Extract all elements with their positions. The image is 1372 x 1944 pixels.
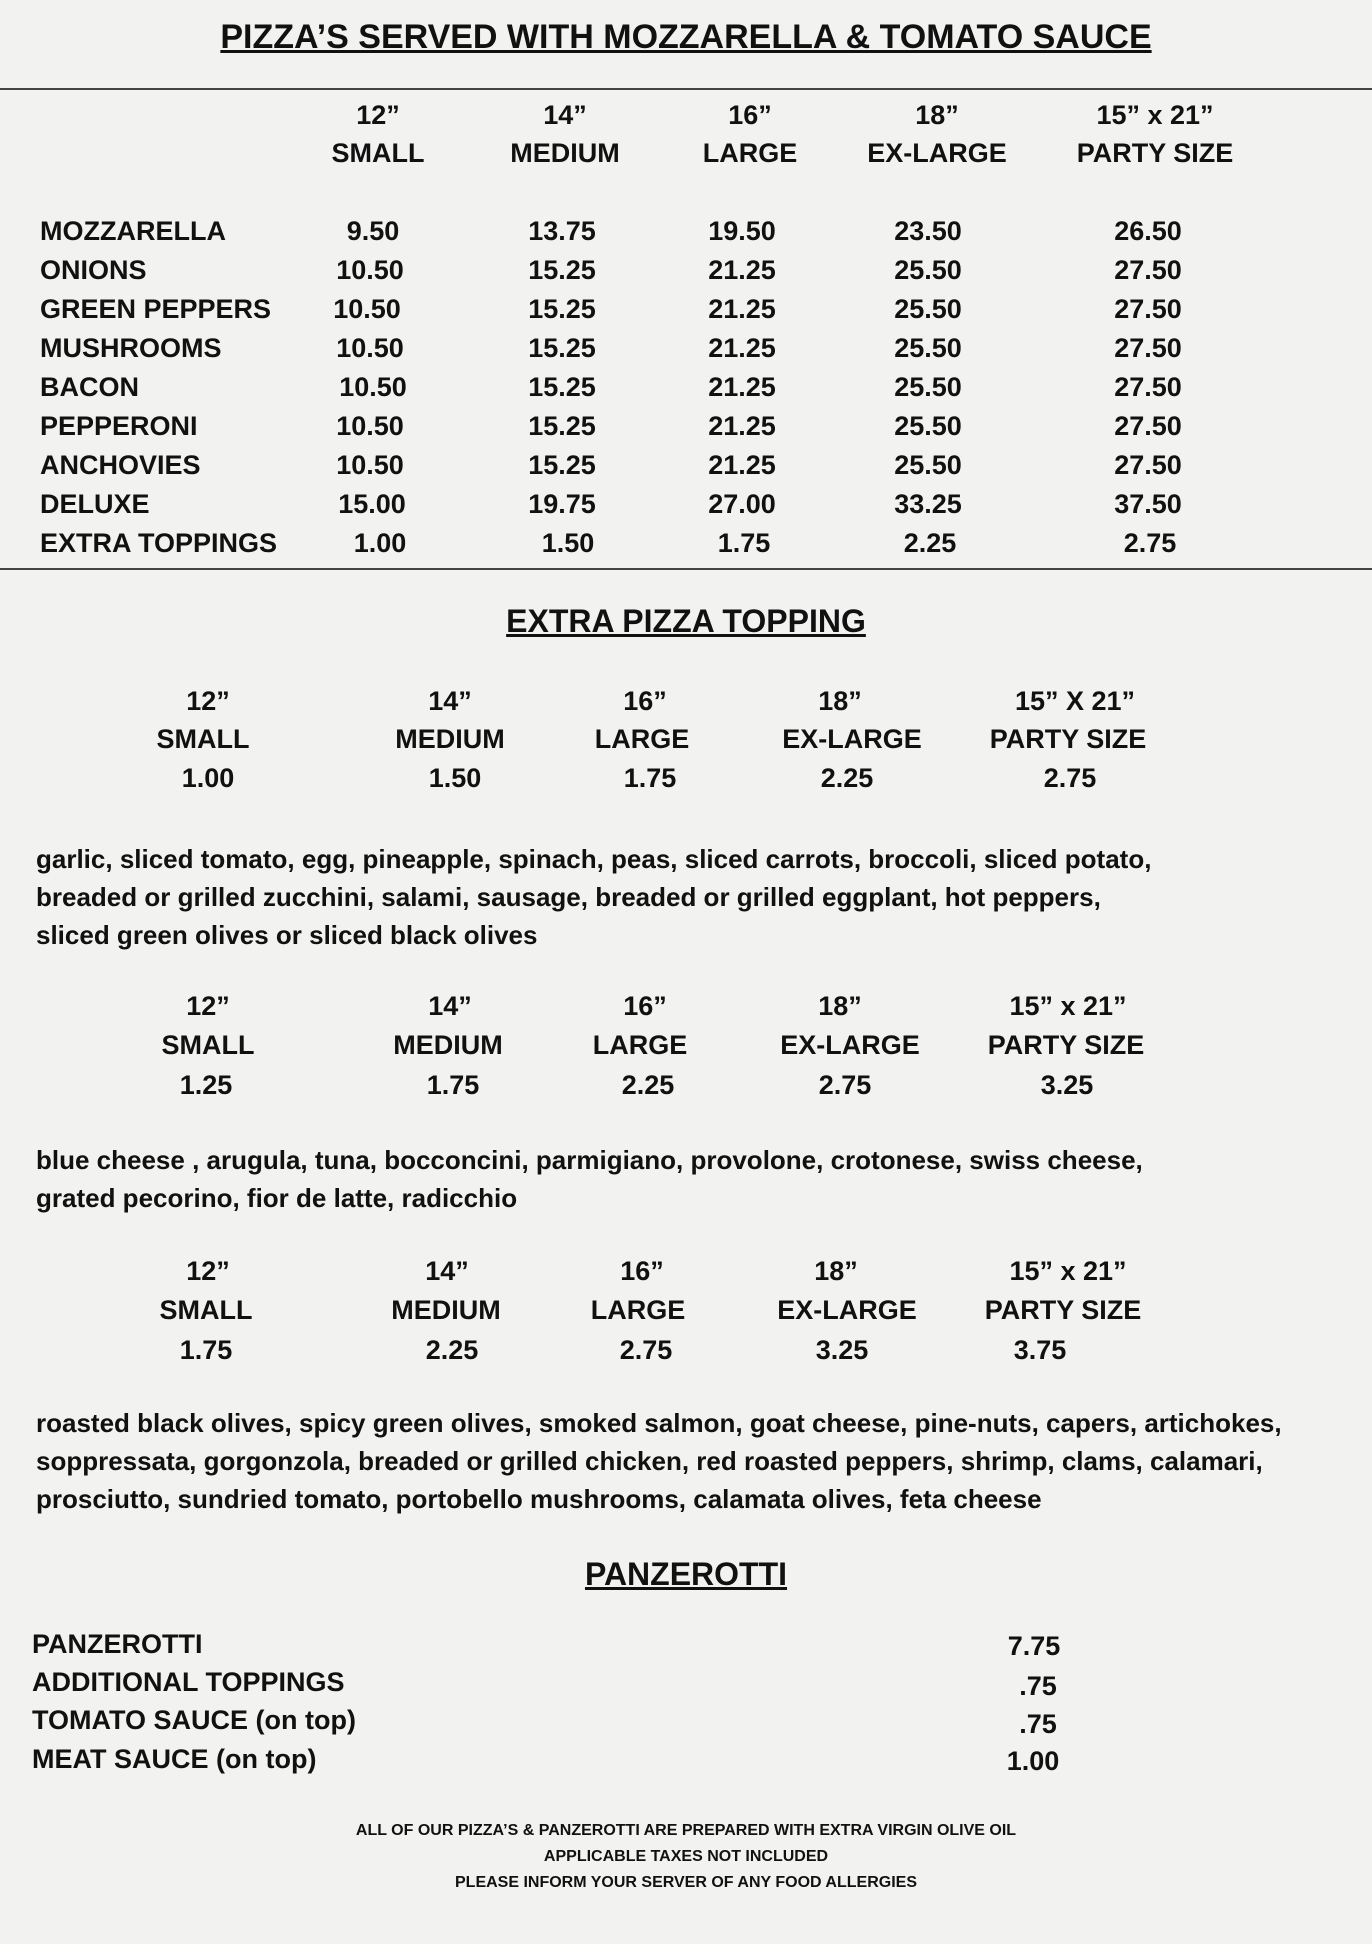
price-exlarge: 25.50 xyxy=(894,255,962,285)
price-small: 1.00 xyxy=(181,763,235,793)
price-exlarge: 33.25 xyxy=(894,489,962,519)
price-small: 10.50 xyxy=(336,255,404,285)
size-name-exlarge: EX-LARGE xyxy=(867,138,1007,168)
price-large: 21.25 xyxy=(708,411,776,441)
price-party: 27.50 xyxy=(1114,333,1182,363)
price-medium: 15.25 xyxy=(528,372,596,402)
price-exlarge: 3.25 xyxy=(815,1335,869,1365)
size-inch-exlarge: 18” xyxy=(818,991,862,1021)
price-small: 15.00 xyxy=(338,489,406,519)
price-large: 19.50 xyxy=(708,216,776,246)
size-name-medium: MEDIUM xyxy=(395,724,505,754)
extra-topping-title: EXTRA PIZZA TOPPING xyxy=(506,603,866,639)
size-name-exlarge: EX-LARGE xyxy=(780,1030,920,1060)
price-large: 1.75 xyxy=(623,763,677,793)
price-large: 21.25 xyxy=(708,255,776,285)
topping-list-line: breaded or grilled zucchini, salami, sausage, breaded or grilled eggplant, hot peppers, xyxy=(36,882,1101,912)
price-exlarge: 23.50 xyxy=(894,216,962,246)
price-small: 10.50 xyxy=(336,333,404,363)
size-name-medium: MEDIUM xyxy=(393,1030,503,1060)
size-inch-exlarge: 18” xyxy=(814,1256,858,1286)
price-exlarge: 2.75 xyxy=(818,1070,872,1100)
size-name-large: LARGE xyxy=(590,1295,686,1325)
size-inch-small: 12” xyxy=(356,100,400,130)
price-exlarge: 25.50 xyxy=(894,411,962,441)
size-inch-medium: 14” xyxy=(425,1256,469,1286)
price-small: 10.50 xyxy=(336,450,404,480)
price-medium: 19.75 xyxy=(528,489,596,519)
price-exlarge: 25.50 xyxy=(894,372,962,402)
price-large: 21.25 xyxy=(708,450,776,480)
price-party: 27.50 xyxy=(1114,372,1182,402)
item-price: .75 xyxy=(1019,1671,1057,1701)
price-large: 2.75 xyxy=(619,1335,673,1365)
price-medium: 2.25 xyxy=(425,1335,479,1365)
size-inch-party: 15” X 21” xyxy=(1014,686,1136,716)
table-divider xyxy=(0,568,1372,570)
price-medium: 15.25 xyxy=(528,255,596,285)
price-large: 27.00 xyxy=(708,489,776,519)
topping-list-line: prosciutto, sundried tomato, portobello mushrooms, calamata olives, feta cheese xyxy=(36,1484,1042,1514)
price-small: 1.75 xyxy=(179,1335,233,1365)
price-exlarge: 2.25 xyxy=(820,763,874,793)
pizza-name: EXTRA TOPPINGS xyxy=(40,528,278,558)
price-party: 2.75 xyxy=(1123,528,1177,558)
size-inch-small: 12” xyxy=(186,991,230,1021)
size-inch-medium: 14” xyxy=(543,100,587,130)
topping-list-line: garlic, sliced tomato, egg, pineapple, spinach, peas, sliced carrots, broccoli, sliced potato, xyxy=(36,844,1152,874)
price-small: 1.25 xyxy=(179,1070,233,1100)
size-inch-small: 12” xyxy=(186,686,230,716)
price-medium: 1.50 xyxy=(428,763,482,793)
price-large: 2.25 xyxy=(621,1070,675,1100)
price-party: 27.50 xyxy=(1114,411,1182,441)
size-inch-large: 16” xyxy=(620,1256,664,1286)
price-large: 21.25 xyxy=(708,294,776,324)
size-name-large: LARGE xyxy=(702,138,798,168)
item-price: .75 xyxy=(1019,1709,1057,1739)
pizza-name: MUSHROOMS xyxy=(40,333,222,363)
price-party: 2.75 xyxy=(1043,763,1097,793)
top-divider xyxy=(0,88,1372,90)
item-name: ADDITIONAL TOPPINGS xyxy=(32,1667,345,1697)
price-large: 21.25 xyxy=(708,372,776,402)
size-inch-exlarge: 18” xyxy=(818,686,862,716)
pizza-name: BACON xyxy=(40,372,139,402)
size-name-party: PARTY SIZE xyxy=(984,1295,1142,1325)
pizza-name: MOZZARELLA xyxy=(40,216,226,246)
size-inch-party: 15” x 21” xyxy=(1009,991,1127,1021)
size-inch-medium: 14” xyxy=(428,991,472,1021)
size-name-large: LARGE xyxy=(592,1030,688,1060)
topping-list xyxy=(36,1141,1366,1217)
topping-list-line: roasted black olives, spicy green olives, smoked salmon, goat cheese, pine-nuts, capers, artichokes, xyxy=(36,1408,1282,1438)
size-name-medium: MEDIUM xyxy=(391,1295,501,1325)
price-large: 1.75 xyxy=(717,528,771,558)
size-name-exlarge: EX-LARGE xyxy=(777,1295,917,1325)
pizza-name: PEPPERONI xyxy=(40,411,198,441)
topping-list-line: grated pecorino, fior de latte, radicchio xyxy=(36,1183,518,1213)
pizza-name: GREEN PEPPERS xyxy=(40,294,272,324)
price-medium: 1.50 xyxy=(541,528,595,558)
price-small: 10.50 xyxy=(339,372,407,402)
size-name-small: SMALL xyxy=(161,1030,255,1060)
footer-line: ALL OF OUR PIZZA’S & PANZEROTTI ARE PREPARED WITH EXTRA VIRGIN OLIVE OIL xyxy=(355,1822,1017,1839)
price-exlarge: 25.50 xyxy=(894,450,962,480)
size-inch-exlarge: 18” xyxy=(915,100,959,130)
price-exlarge: 2.25 xyxy=(903,528,957,558)
price-small: 10.50 xyxy=(333,294,401,324)
price-medium: 15.25 xyxy=(528,294,596,324)
price-large: 21.25 xyxy=(708,333,776,363)
size-inch-large: 16” xyxy=(623,991,667,1021)
price-party: 27.50 xyxy=(1114,255,1182,285)
item-name: MEAT SAUCE (on top) xyxy=(32,1744,317,1774)
price-party: 37.50 xyxy=(1114,489,1182,519)
size-inch-medium: 14” xyxy=(428,686,472,716)
footer-notes xyxy=(0,1818,1372,1896)
price-medium: 1.75 xyxy=(426,1070,480,1100)
price-small: 1.00 xyxy=(353,528,407,558)
size-name-small: SMALL xyxy=(331,138,425,168)
item-price: 7.75 xyxy=(1007,1631,1061,1661)
footer-line: APPLICABLE TAXES NOT INCLUDED xyxy=(543,1848,829,1865)
size-name-large: LARGE xyxy=(594,724,690,754)
topping-list-line: sliced green olives or sliced black olives xyxy=(36,920,538,950)
topping-list xyxy=(36,840,1366,954)
size-name-party: PARTY SIZE xyxy=(987,1030,1145,1060)
size-name-small: SMALL xyxy=(159,1295,253,1325)
price-small: 9.50 xyxy=(346,216,400,246)
price-party: 26.50 xyxy=(1114,216,1182,246)
panzerotti-title: PANZEROTTI xyxy=(584,1556,788,1592)
price-exlarge: 25.50 xyxy=(894,333,962,363)
price-medium: 15.25 xyxy=(528,450,596,480)
size-name-small: SMALL xyxy=(156,724,250,754)
pizza-name: ONIONS xyxy=(40,255,147,285)
topping-list-line: blue cheese , arugula, tuna, bocconcini, parmigiano, provolone, crotonese, swiss cheese, xyxy=(36,1145,1143,1175)
price-medium: 13.75 xyxy=(528,216,596,246)
price-exlarge: 25.50 xyxy=(894,294,962,324)
size-inch-party: 15” x 21” xyxy=(1009,1256,1127,1286)
size-name-exlarge: EX-LARGE xyxy=(782,724,922,754)
size-name-medium: MEDIUM xyxy=(510,138,620,168)
size-inch-large: 16” xyxy=(623,686,667,716)
footer-line: PLEASE INFORM YOUR SERVER OF ANY FOOD ALLERGIES xyxy=(455,1874,917,1891)
main-title: PIZZA’S SERVED WITH MOZZARELLA & TOMATO SAUCE xyxy=(220,18,1152,56)
item-price: 1.00 xyxy=(1006,1746,1060,1776)
topping-list-line: soppressata, gorgonzola, breaded or grilled chicken, red roasted peppers, shrimp, clams, calamari, xyxy=(36,1446,1263,1476)
item-name: PANZEROTTI xyxy=(32,1629,203,1659)
size-inch-party: 15” x 21” xyxy=(1096,100,1214,130)
price-medium: 15.25 xyxy=(528,411,596,441)
price-party: 27.50 xyxy=(1114,294,1182,324)
pizza-name: DELUXE xyxy=(40,489,150,519)
size-name-party: PARTY SIZE xyxy=(989,724,1147,754)
size-inch-large: 16” xyxy=(728,100,772,130)
price-small: 10.50 xyxy=(336,411,404,441)
price-medium: 15.25 xyxy=(528,333,596,363)
price-party: 3.75 xyxy=(1013,1335,1067,1365)
price-party: 3.25 xyxy=(1040,1070,1094,1100)
price-party: 27.50 xyxy=(1114,450,1182,480)
size-inch-small: 12” xyxy=(186,1256,230,1286)
pizza-name: ANCHOVIES xyxy=(40,450,201,480)
topping-list xyxy=(36,1404,1366,1518)
item-name: TOMATO SAUCE (on top) xyxy=(32,1705,356,1735)
size-name-party: PARTY SIZE xyxy=(1076,138,1234,168)
